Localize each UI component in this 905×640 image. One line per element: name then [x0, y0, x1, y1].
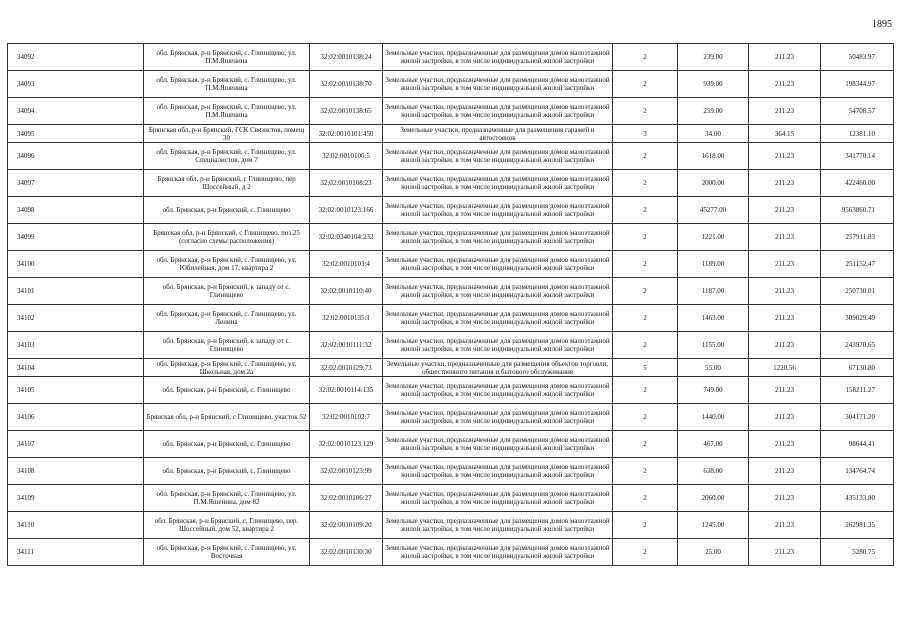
land-use-cell: Земельные участки, предназначенные для размещения домов малоэтажной жилой застройки, в том числе индивидуальной жилой застройки [383, 71, 613, 98]
rate-cell: 211.23 [749, 404, 821, 431]
cadastral-number-cell: 32:02:0010110:40 [310, 278, 383, 305]
address-cell: Брянская обл, р-н Брянский, с Глинищево, пер Шоссейный, д 2 [144, 170, 310, 197]
cadastral-value-cell: 5280.75 [821, 539, 894, 566]
group-cell: 2 [613, 377, 678, 404]
cadastral-value-cell: 9563860.71 [821, 197, 894, 224]
table-row [8, 98, 894, 125]
cadastral-number-cell: 32:02:0010138:24 [310, 44, 383, 71]
cadastral-number-cell: 32:02:0010106:27 [310, 485, 383, 512]
land-use-cell: Земельные участки, предназначенные для размещения домов малоэтажной жилой застройки, в том числе индивидуальной жилой застройки [383, 98, 613, 125]
cadastral-value-cell: 54708.57 [821, 98, 894, 125]
land-use-cell: Земельные участки, предназначенные для размещения гаражей и автостоянок [383, 125, 613, 143]
cadastral-number-cell: 32:02:0010106:5 [310, 143, 383, 170]
area-cell: 467.00 [678, 431, 749, 458]
cadastral-value-cell: 251152.47 [821, 251, 894, 278]
land-use-cell: Земельные участки, предназначенные для размещения домов малоэтажной жилой застройки, в том числе индивидуальной жилой застройки [383, 332, 613, 359]
land-use-cell: Земельные участки, предназначенные для размещения домов малоэтажной жилой застройки, в том числе индивидуальной жилой застройки [383, 512, 613, 539]
table-row [8, 125, 894, 143]
area-cell: 1189.00 [678, 251, 749, 278]
rate-cell: 211.23 [749, 305, 821, 332]
address-cell: обл. Брянская, р-н Брянский, к западу от с. Глинищево [144, 332, 310, 359]
table-row [8, 539, 894, 566]
address-cell: обл. Брянская, р-н Брянский, с. Глинищево, ул. П.М.Яшенина, дом 82 [144, 485, 310, 512]
cadastral-value-cell: 198344.97 [821, 71, 894, 98]
address-cell: Брянская обл, р-н Брянский, с Глинищево, поз.25 (согласно схемы расположения) [144, 224, 310, 251]
group-cell: 2 [613, 44, 678, 71]
group-cell: 2 [613, 539, 678, 566]
table-row [8, 44, 894, 71]
cadastral-value-cell: 98644.41 [821, 431, 894, 458]
area-cell: 239.00 [678, 44, 749, 71]
rate-cell: 211.23 [749, 539, 821, 566]
land-use-cell: Земельные участки, предназначенные для размещения домов малоэтажной жилой застройки, в том числе индивидуальной жилой застройки [383, 170, 613, 197]
address-cell: обл. Брянская, р-н Брянский, с. Глинищево, пер. Шоссейный, дом 52, квартира 2 [144, 512, 310, 539]
address-cell: Брянская обл, р-н Брянский, с Глинищево, участок 52 [144, 404, 310, 431]
land-use-cell: Земельные участки, предназначенные для размещения домов малоэтажной жилой застройки, в том числе индивидуальной жилой застройки [383, 44, 613, 71]
land-use-cell: Земельные участки, предназначенные для размещения домов малоэтажной жилой застройки, в том числе индивидуальной жилой застройки [383, 278, 613, 305]
cadastral-value-cell: 262981.35 [821, 512, 894, 539]
group-cell: 2 [613, 170, 678, 197]
cadastral-number-cell: 32:02:0010111:32 [310, 332, 383, 359]
cadastral-value-cell: 243970.65 [821, 332, 894, 359]
cadastral-number-cell: 32:02:0010103:4 [310, 251, 383, 278]
area-cell: 45277.00 [678, 197, 749, 224]
area-cell: 749.00 [678, 377, 749, 404]
cadastral-number-cell: 32:02:0340104:232 [310, 224, 383, 251]
row-number: 34109 [8, 485, 144, 512]
cadastral-number-cell: 32:02:0010114:135 [310, 377, 383, 404]
rate-cell: 1220.56 [749, 359, 821, 377]
area-cell: 55.00 [678, 359, 749, 377]
cadastral-value-cell: 422460.00 [821, 170, 894, 197]
row-number: 34104 [8, 359, 144, 377]
row-number: 34093 [8, 71, 144, 98]
rate-cell: 211.23 [749, 332, 821, 359]
cadastral-value-cell: 50483.97 [821, 44, 894, 71]
cadastral-value-cell: 12381.10 [821, 125, 894, 143]
land-use-cell: Земельные участки, предназначенные для размещения домов малоэтажной жилой застройки, в том числе индивидуальной жилой застройки [383, 431, 613, 458]
rate-cell: 211.23 [749, 224, 821, 251]
rate-cell: 211.23 [749, 512, 821, 539]
area-cell: 259.00 [678, 98, 749, 125]
address-cell: обл. Брянская, р-н Брянский, с. Глинищево, ул. П.М.Яшенина [144, 71, 310, 98]
cadastral-number-cell: 32:02:0010123:129 [310, 431, 383, 458]
rate-cell: 211.23 [749, 278, 821, 305]
cadastral-value-cell: 67130.80 [821, 359, 894, 377]
row-number: 34099 [8, 224, 144, 251]
cadastral-number-cell: 32:02:0010101:450 [310, 125, 383, 143]
group-cell: 2 [613, 98, 678, 125]
area-cell: 939.00 [678, 71, 749, 98]
cadastral-value-cell: 134764.74 [821, 458, 894, 485]
address-cell: обл. Брянская, р-н Брянский, с. Глинищево, ул. Ленина [144, 305, 310, 332]
cadastral-value-cell: 257911.83 [821, 224, 894, 251]
address-cell: обл. Брянская, р-н Брянский, с. Глинищево, ул. П.М.Яшенина [144, 98, 310, 125]
page-number: 1895 [872, 19, 892, 30]
cadastral-number-cell: 32:02:0010129:73 [310, 359, 383, 377]
table-row [8, 305, 894, 332]
address-cell: обл. Брянская, р-н Брянский, с. Глинищево, ул. Школьная, дом 2а [144, 359, 310, 377]
land-use-cell: Земельные участки, предназначенные для размещения домов малоэтажной жилой застройки, в том числе индивидуальной жилой застройки [383, 377, 613, 404]
table-row [8, 485, 894, 512]
address-cell: обл. Брянская, р-н Брянский, с. Глинищево, ул. П.М.Яшенина [144, 44, 310, 71]
row-number: 34110 [8, 512, 144, 539]
land-use-cell: Земельные участки, предназначенные для размещения домов малоэтажной жилой застройки, в том числе индивидуальной жилой застройки [383, 251, 613, 278]
table-row [8, 278, 894, 305]
row-number: 34108 [8, 458, 144, 485]
address-cell: обл. Брянская, р-н Брянский, с. Глинищево [144, 431, 310, 458]
table-row [8, 143, 894, 170]
rate-cell: 211.23 [749, 197, 821, 224]
table-row [8, 71, 894, 98]
group-cell: 5 [613, 359, 678, 377]
row-number: 34098 [8, 197, 144, 224]
rate-cell: 211.23 [749, 143, 821, 170]
rate-cell: 211.23 [749, 458, 821, 485]
area-cell: 1155.00 [678, 332, 749, 359]
group-cell: 2 [613, 332, 678, 359]
row-number: 34094 [8, 98, 144, 125]
row-number: 34101 [8, 278, 144, 305]
rate-cell: 211.23 [749, 251, 821, 278]
cadastral-value-cell: 341770.14 [821, 143, 894, 170]
table-body [8, 44, 894, 566]
group-cell: 2 [613, 197, 678, 224]
row-number: 34097 [8, 170, 144, 197]
row-number: 34103 [8, 332, 144, 359]
land-use-cell: Земельные участки, предназначенные для размещения домов малоэтажной жилой застройки, в том числе индивидуальной жилой застройки [383, 458, 613, 485]
group-cell: 2 [613, 458, 678, 485]
table-row [8, 404, 894, 431]
area-cell: 1245.00 [678, 512, 749, 539]
group-cell: 2 [613, 143, 678, 170]
cadastral-value-cell: 435133.80 [821, 485, 894, 512]
cadastral-number-cell: 32:02:0010109:20 [310, 512, 383, 539]
rate-cell: 211.23 [749, 71, 821, 98]
land-use-cell: Земельные участки, предназначенные для размещения домов малоэтажной жилой застройки, в том числе индивидуальной жилой застройки [383, 404, 613, 431]
cadastral-number-cell: 32:02:0010108:23 [310, 170, 383, 197]
cadastral-value-cell: 309029.49 [821, 305, 894, 332]
area-cell: 638.00 [678, 458, 749, 485]
table-row [8, 224, 894, 251]
rate-cell: 211.23 [749, 98, 821, 125]
land-use-cell: Земельные участки, предназначенные для размещения домов малоэтажной жилой застройки, в том числе индивидуальной жилой застройки [383, 539, 613, 566]
group-cell: 2 [613, 224, 678, 251]
area-cell: 1618.00 [678, 143, 749, 170]
area-cell: 34.00 [678, 125, 749, 143]
cadastral-number-cell: 32:02:0010123:166 [310, 197, 383, 224]
address-cell: обл. Брянская, р-н Брянский, с. Глинищево, ул. Восточная [144, 539, 310, 566]
group-cell: 2 [613, 485, 678, 512]
cadastral-number-cell: 32:02:0010138:65 [310, 98, 383, 125]
row-number: 34102 [8, 305, 144, 332]
cadastral-number-cell: 32:02:0010138:70 [310, 71, 383, 98]
cadastral-number-cell: 32:02:0010135:1 [310, 305, 383, 332]
row-number: 34107 [8, 431, 144, 458]
rate-cell: 211.23 [749, 485, 821, 512]
table-row [8, 431, 894, 458]
group-cell: 2 [613, 404, 678, 431]
land-use-cell: Земельные участки, предназначенные для размещения объектов торговли, общественного питания и бытового обслуживания [383, 359, 613, 377]
table-row [8, 170, 894, 197]
area-cell: 1221.00 [678, 224, 749, 251]
land-use-cell: Земельные участки, предназначенные для размещения домов малоэтажной жилой застройки, в том числе индивидуальной жилой застройки [383, 305, 613, 332]
address-cell: обл. Брянская, р-н Брянский, с. Глинищево, ул. Специалистов, дом 7 [144, 143, 310, 170]
address-cell: обл. Брянская, р-н Брянский, к западу от с. Глинищево [144, 278, 310, 305]
rate-cell: 211.23 [749, 431, 821, 458]
rate-cell: 364.15 [749, 125, 821, 143]
cadastral-value-cell: 304171.20 [821, 404, 894, 431]
cadastral-number-cell: 32:02:0010102:7 [310, 404, 383, 431]
address-cell: обл. Брянская, р-н Брянский, с. Глинищево [144, 377, 310, 404]
area-cell: 2000.00 [678, 170, 749, 197]
group-cell: 2 [613, 251, 678, 278]
rate-cell: 211.23 [749, 44, 821, 71]
table-row [8, 458, 894, 485]
row-number: 34105 [8, 377, 144, 404]
rate-cell: 211.23 [749, 377, 821, 404]
group-cell: 3 [613, 125, 678, 143]
address-cell: обл. Брянская, р-н Брянский, с. Глинищево [144, 458, 310, 485]
table-row [8, 359, 894, 377]
address-cell: обл. Брянская, р-н Брянский, с. Глинищево [144, 197, 310, 224]
area-cell: 25.00 [678, 539, 749, 566]
group-cell: 2 [613, 431, 678, 458]
rate-cell: 211.23 [749, 170, 821, 197]
table-row [8, 197, 894, 224]
area-cell: 1440.00 [678, 404, 749, 431]
table-row [8, 377, 894, 404]
row-number: 34100 [8, 251, 144, 278]
row-number: 34106 [8, 404, 144, 431]
area-cell: 2060.00 [678, 485, 749, 512]
address-cell: обл. Брянская, р-н Брянский, с. Глинищево, ул. Юбилейная, дом 17, квартира 2 [144, 251, 310, 278]
group-cell: 2 [613, 278, 678, 305]
area-cell: 1463.00 [678, 305, 749, 332]
row-number: 34111 [8, 539, 144, 566]
table-row [8, 512, 894, 539]
table-row [8, 332, 894, 359]
area-cell: 1187.00 [678, 278, 749, 305]
row-number: 34095 [8, 125, 144, 143]
row-number: 34092 [8, 44, 144, 71]
cadastral-number-cell: 32:02:0010130:30 [310, 539, 383, 566]
row-number: 34096 [8, 143, 144, 170]
group-cell: 2 [613, 512, 678, 539]
cadastral-value-table [7, 43, 894, 566]
address-cell: Брянская обл, р-н Брянский, ГСК Связистов, помещ 30 [144, 125, 310, 143]
cadastral-number-cell: 32:02:0010123:99 [310, 458, 383, 485]
land-use-cell: Земельные участки, предназначенные для размещения домов малоэтажной жилой застройки, в том числе индивидуальной жилой застройки [383, 224, 613, 251]
table-row [8, 251, 894, 278]
group-cell: 2 [613, 305, 678, 332]
land-use-cell: Земельные участки, предназначенные для размещения домов малоэтажной жилой застройки, в том числе индивидуальной жилой застройки [383, 143, 613, 170]
land-use-cell: Земельные участки, предназначенные для размещения домов малоэтажной жилой застройки, в том числе индивидуальной жилой застройки [383, 197, 613, 224]
land-use-cell: Земельные участки, предназначенные для размещения домов малоэтажной жилой застройки, в том числе индивидуальной жилой застройки [383, 485, 613, 512]
cadastral-value-cell: 158211.27 [821, 377, 894, 404]
group-cell: 2 [613, 71, 678, 98]
cadastral-value-cell: 250730.01 [821, 278, 894, 305]
